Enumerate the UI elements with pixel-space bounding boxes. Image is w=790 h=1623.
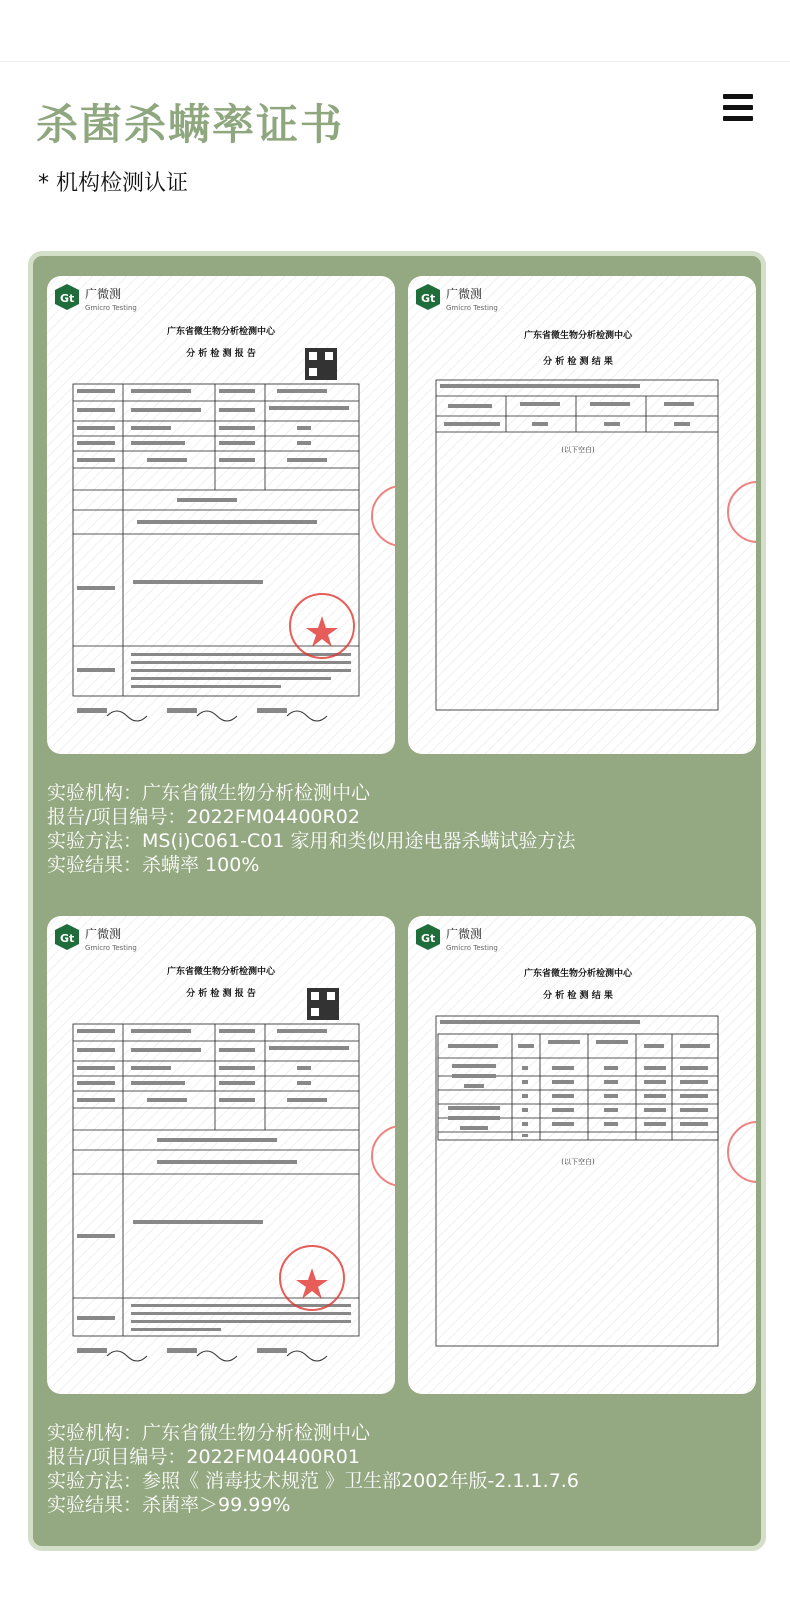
doc-org-title: 广东省微生物分析检测中心 [523, 331, 633, 341]
page-subtitle: * 机构检测认证 [38, 171, 188, 196]
certificates-panel [28, 251, 766, 1551]
doc-end-note: (以下空白) [561, 1158, 595, 1166]
page-title: 杀菌杀螨率证书 [36, 100, 345, 149]
doc-result-title: 分 析 检 测 结 果 [543, 991, 613, 1001]
certificate-image-mite-report[interactable] [47, 276, 395, 754]
certificate-image-bacteria-report[interactable] [47, 916, 395, 1394]
doc-org-title: 广东省微生物分析检测中心 [166, 967, 276, 977]
info-row-report: 报告/项目编号：2022FM04400R02 [47, 806, 360, 828]
section-info-bacteria [47, 1421, 579, 1517]
svg-text:Gt: Gt [421, 932, 436, 945]
info-row-result: 实验结果：杀菌率＞99.99% [47, 1494, 291, 1516]
doc-report-title: 分 析 检 测 报 告 [186, 349, 256, 359]
doc-end-note: (以下空白) [561, 446, 595, 454]
svg-text:Gt: Gt [421, 292, 436, 305]
doc-result-title: 分 析 检 测 结 果 [543, 357, 613, 367]
brand-name: 广微测 [446, 287, 483, 301]
certificate-image-bacteria-results[interactable] [408, 916, 756, 1394]
info-row-org: 实验机构：广东省微生物分析检测中心 [47, 782, 371, 804]
doc-org-title: 广东省微生物分析检测中心 [523, 969, 633, 979]
brand-name-en: Gmicro Testing [446, 304, 498, 312]
top-bar [0, 0, 790, 62]
brand-name: 广微测 [85, 927, 122, 941]
brand-name-en: Gmicro Testing [85, 944, 137, 952]
doc-report-title: 分 析 检 测 报 告 [186, 989, 256, 999]
svg-text:Gt: Gt [60, 932, 75, 945]
doc-org-title: 广东省微生物分析检测中心 [166, 327, 276, 337]
svg-text:Gt: Gt [60, 292, 75, 305]
info-row-result: 实验结果：杀螨率 100% [47, 854, 260, 876]
brand-name: 广微测 [85, 287, 122, 301]
info-row-method: 实验方法：参照《 消毒技术规范 》卫生部2002年版-2.1.1.7.6 [47, 1470, 579, 1492]
info-row-org: 实验机构：广东省微生物分析检测中心 [47, 1422, 371, 1444]
certificate-image-mite-results[interactable] [408, 276, 756, 754]
info-row-report: 报告/项目编号：2022FM04400R01 [47, 1446, 360, 1468]
brand-name-en: Gmicro Testing [85, 304, 137, 312]
brand-name: 广微测 [446, 927, 483, 941]
section-info-mite [47, 781, 575, 877]
hamburger-menu-icon[interactable] [723, 92, 757, 124]
info-row-method: 实验方法：MS(i)C061-C01 家用和类似用途电器杀螨试验方法 [47, 830, 576, 852]
brand-name-en: Gmicro Testing [446, 944, 498, 952]
